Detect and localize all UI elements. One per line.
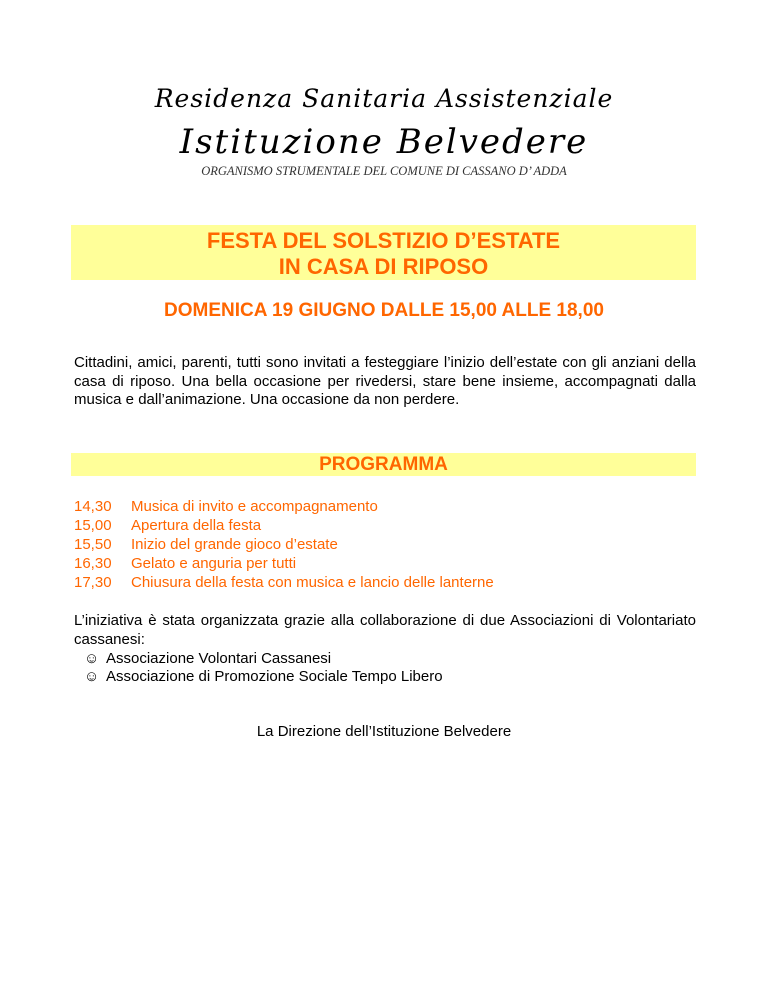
association-name: Associazione di Promozione Sociale Tempo Libero xyxy=(106,668,443,685)
smiley-icon: ☺ xyxy=(84,650,100,667)
org-name-line2: Istituzione Belvedere xyxy=(179,122,589,162)
event-title-line1: FESTA DEL SOLSTIZIO D’ESTATE xyxy=(206,228,561,253)
schedule-desc: Gelato e anguria per tutti xyxy=(131,555,297,572)
smiley-icon: ☺ xyxy=(84,668,100,685)
schedule-row xyxy=(74,573,696,592)
association-item xyxy=(84,668,443,685)
org-subtitle: ORGANISMO STRUMENTALE DEL COMUNE DI CASSANO D’ ADDA xyxy=(201,164,567,178)
schedule-desc: Chiusura della festa con musica e lancio delle lanterne xyxy=(131,574,494,591)
schedule-desc: Inizio del grande gioco d’estate xyxy=(131,536,338,553)
intro-paragraph: Cittadini, amici, parenti, tutti sono invitati a festeggiare l’inizio dell’estate con gli anziani della casa di riposo. Una bella occasione per rivedersi, stare bene insieme, accompagnati dalla musica e dall’animazione. Una occasione da non perdere. xyxy=(74,354,696,408)
event-title-line2: IN CASA DI RIPOSO xyxy=(278,254,489,279)
schedule-time: 15,50 xyxy=(74,536,112,553)
program-schedule xyxy=(74,497,696,592)
association-name: Associazione Volontari Cassanesi xyxy=(106,650,332,667)
program-title: PROGRAMMA xyxy=(319,454,448,475)
event-date: DOMENICA 19 GIUGNO DALLE 15,00 ALLE 18,00 xyxy=(164,300,604,321)
org-name-line1: Residenza Sanitaria Assistenziale xyxy=(154,84,614,113)
schedule-time: 14,30 xyxy=(74,498,112,515)
credits-paragraph: L’iniziativa è stata organizzata grazie alla collaborazione di due Associazioni di Volontariato cassanesi: xyxy=(74,612,696,648)
schedule-row xyxy=(74,497,696,516)
association-item xyxy=(84,650,331,667)
schedule-time: 15,00 xyxy=(74,517,112,534)
signature: La Direzione dell’Istituzione Belvedere xyxy=(256,723,512,740)
schedule-row xyxy=(74,535,696,554)
schedule-desc: Apertura della festa xyxy=(131,517,262,534)
schedule-time: 17,30 xyxy=(74,574,112,591)
schedule-time: 16,30 xyxy=(74,555,112,572)
schedule-row xyxy=(74,516,696,535)
schedule-row xyxy=(74,554,696,573)
schedule-desc: Musica di invito e accompagnamento xyxy=(131,498,378,515)
